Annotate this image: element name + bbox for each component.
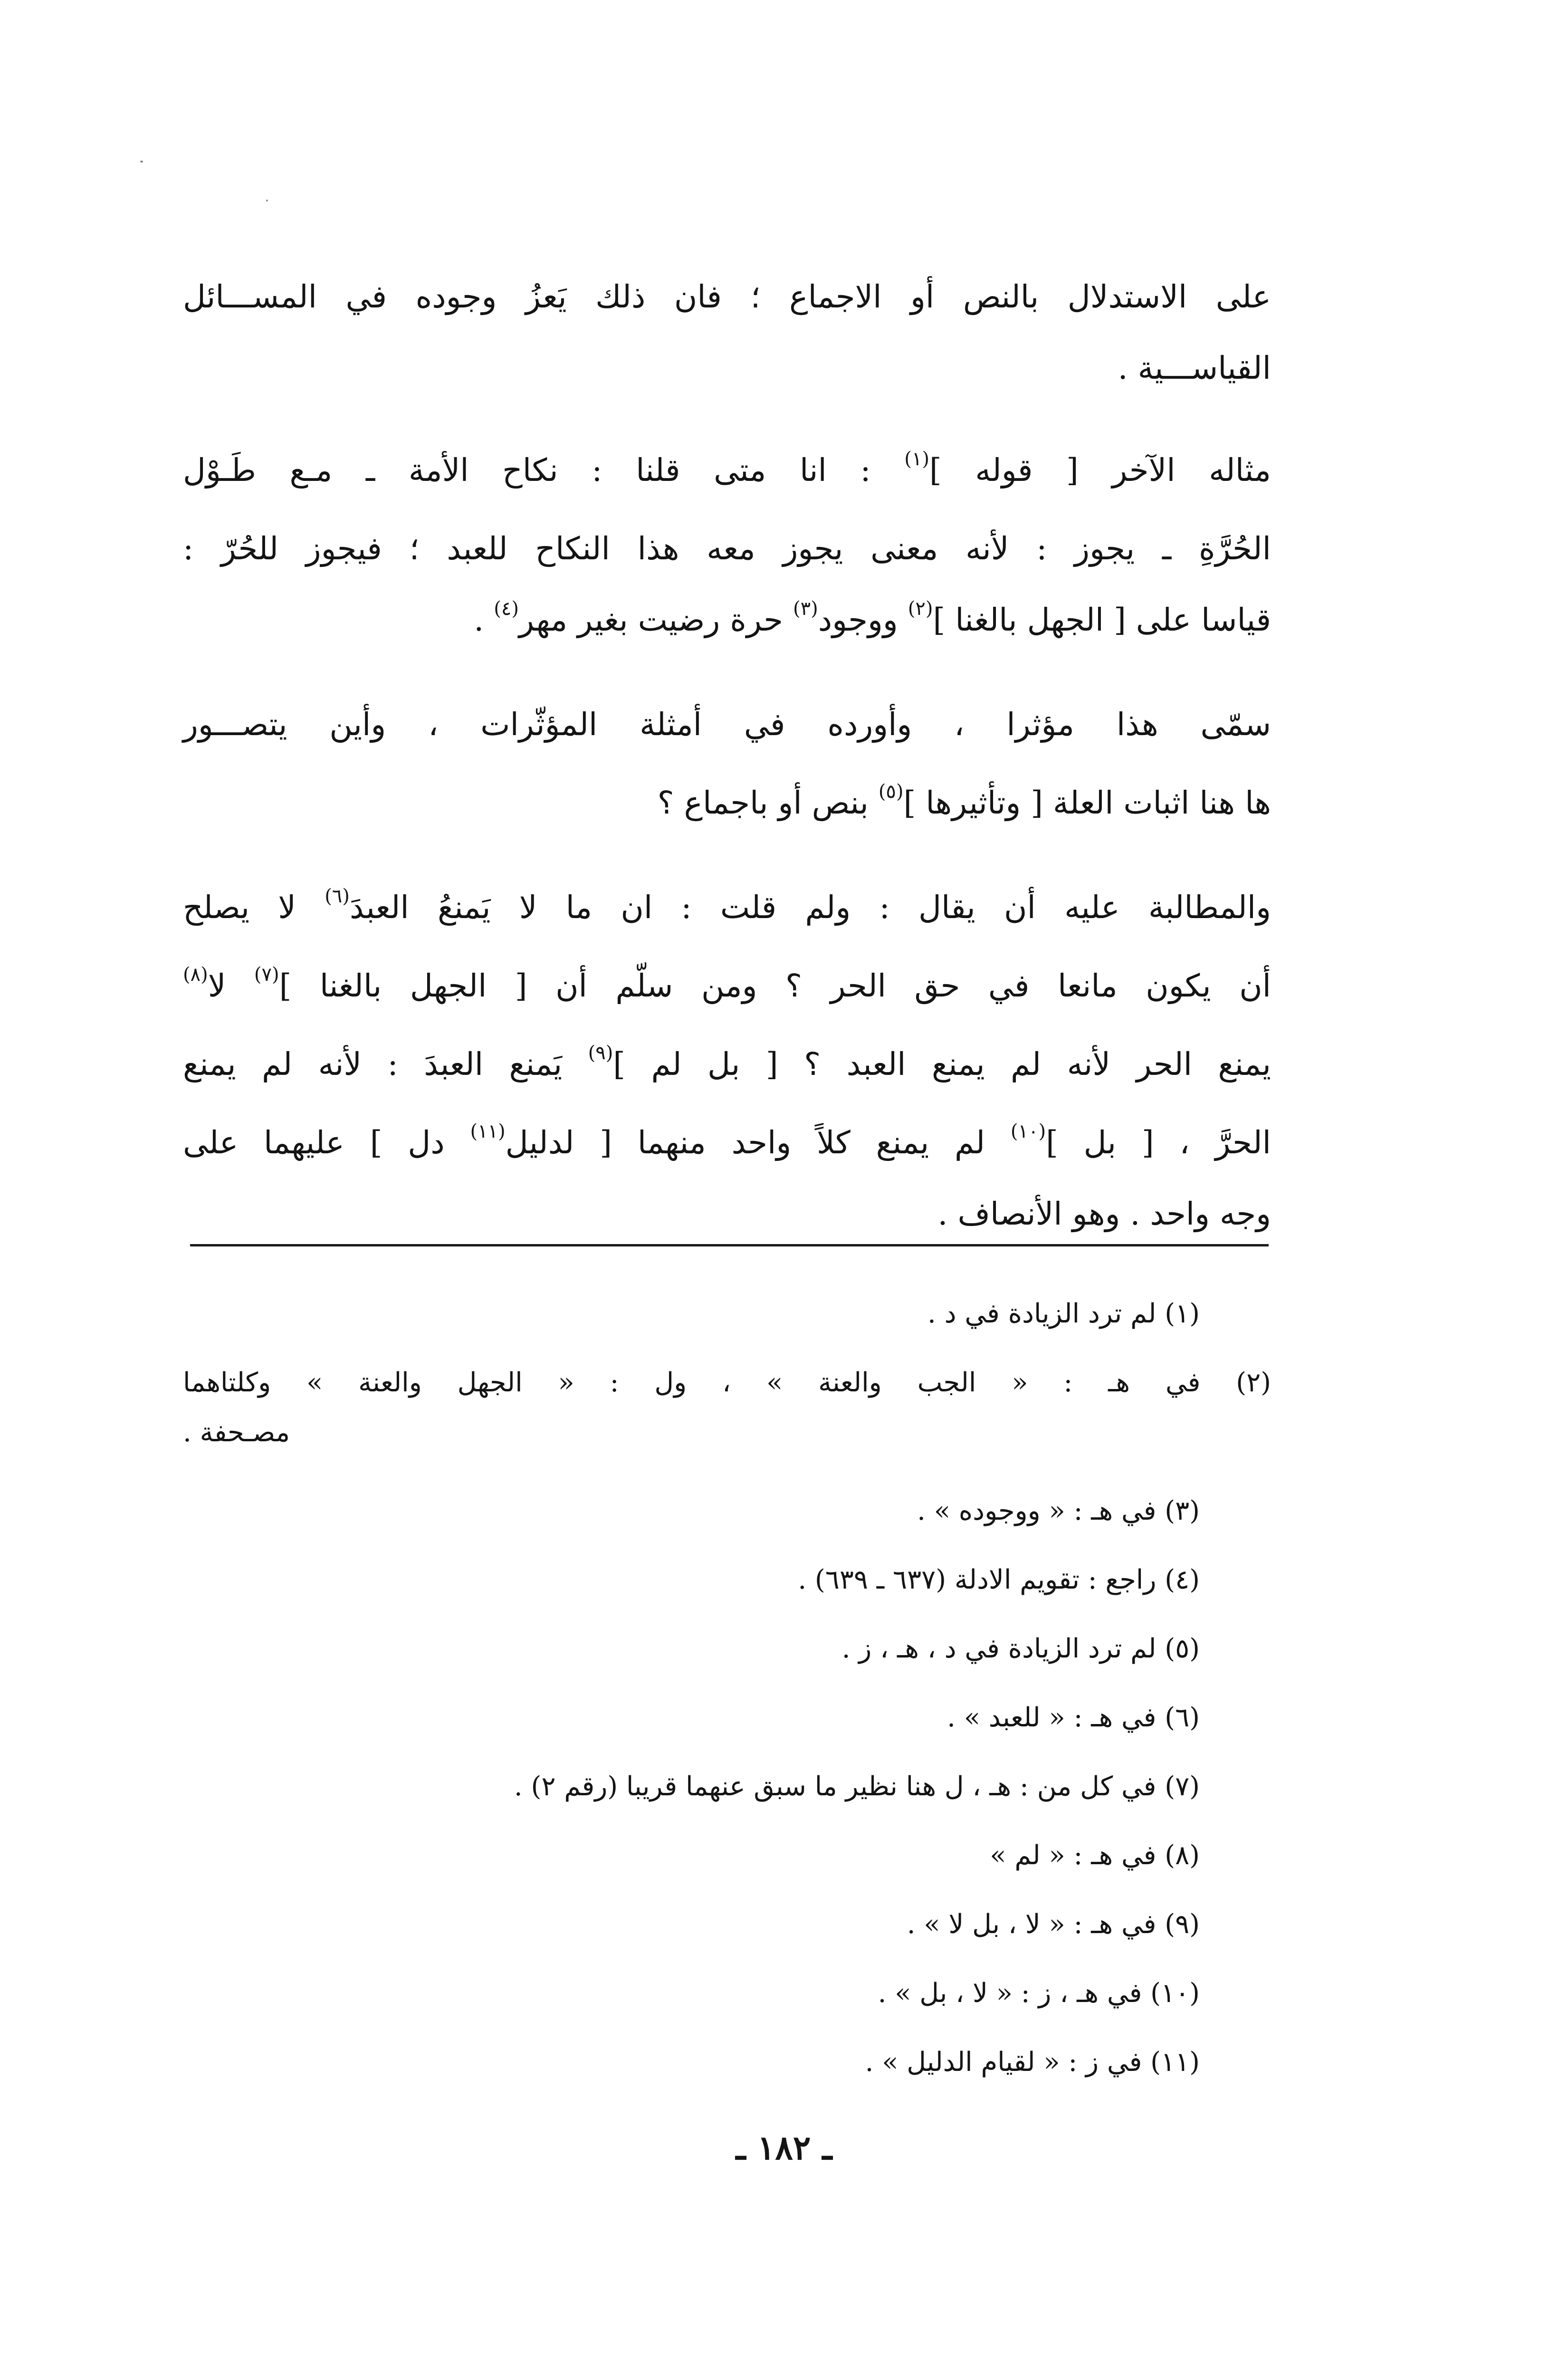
text-line [183,447,1271,494]
text-run: ها هنا اثبات العلة [ وتأثيرها ] [903,785,1271,821]
footnote: مصـحفة . [183,1417,290,1448]
footnote-ref: (٧) [254,964,279,986]
footnote-ref: (١) [904,448,929,470]
text-line [183,1119,1271,1167]
footnote: (٤) راجع : تقويم الادلة (٦٣٧ ـ ٦٣٩) . [798,1564,1200,1595]
text-run: ووجود [818,602,908,638]
footnote: (٢) في هـ : « الجب والعنة » ، ول : « الجهل والعنة » وكلتاهما [183,1367,1271,1398]
footnote-ref: (١١) [470,1121,506,1142]
footnote-ref: (١٠) [1010,1121,1046,1142]
footnote: (٨) في هـ : « لم » [990,1840,1200,1871]
text-line [183,962,1271,1010]
text-run: دل ] عليهما على [183,1124,470,1161]
text-line [183,1041,1271,1088]
text-run: . [474,602,494,638]
text-run: أن يكون مانعا في حق الحر ؟ ومن سلّم أن [ الجهل بالغنا ] [279,968,1271,1004]
text-line: القياســـية . [1118,350,1271,386]
text-line: سمّى هذا مؤثرا ، وأورده في أمثلة المؤثّرات ، وأين يتصـــور [183,706,1271,743]
text-run: قياسا على [ الجهل بالغنا ] [933,602,1271,638]
text-run: حرة رضيت بغير مهر [518,602,794,638]
footnote: (١٠) في هـ ، ز : « لا ، بل » . [878,1978,1200,2009]
footnote-ref: (٥) [878,781,904,803]
text-run: : انا متى قلنا : نكاح الأمة ـ مـع طَـوْل [183,452,905,489]
footnote: (٣) في هـ : « ووجوده » . [917,1495,1200,1526]
footnote-ref: (٩) [588,1042,613,1064]
text-run: لم يمنع كلاً واحد منهما [ لدليل [505,1124,1011,1161]
text-line: وجه واحد . وهو الأنصاف . [937,1196,1271,1232]
footnote: (٩) في هـ : « لا ، بل لا » . [907,1909,1200,1940]
footnote: (٧) في كل من : هـ ، ل هنا نظير ما سبق عنهما قريبا (رقم ٢) . [514,1771,1200,1802]
footnote: (١) لم ترد الزيادة في د . [927,1298,1200,1329]
footnote-ref: (٢) [908,598,933,620]
footnote-ref: (٣) [793,598,818,620]
footnote: (٦) في هـ : « للعبد » . [947,1702,1200,1733]
text-line [183,884,1271,931]
text-line [183,779,1271,827]
page-number: ـ ١٨٢ ـ [736,2128,832,2167]
footnote-ref: (٤) [494,598,519,620]
footnote-ref: (٨) [183,964,208,986]
text-line: الحُرَّةِ ـ يجوز : لأنه معنى يجوز معه هذا النكاح للعبد ؛ فيجوز للحُرّ : [183,530,1271,567]
footnote-separator [190,1244,1269,1246]
text-run: لا يصلح [183,889,325,926]
text-run: بنص أو باجماع ؟ [657,785,879,821]
text-run: الحرَّ ، [ بل ] [1046,1124,1271,1161]
text-run: والمطالبة عليه أن يقال : ولم قلت : ان ما لا يَمنعُ العبدَ [349,889,1272,926]
footnote: (٥) لم ترد الزيادة في د ، هـ ، ز . [841,1633,1200,1664]
text-line [183,596,1271,644]
scan-speck [266,200,268,201]
text-run: مثاله الآخر [ قوله ] [929,452,1271,489]
text-run: لا [208,968,254,1004]
scan-speck [140,161,143,163]
footnote: (١١) في ز : « لقيام الدليل » . [865,2047,1200,2078]
text-run: يَمنع العبدَ : لأنه لم يمنع [183,1046,588,1083]
text-run: يمنع الحر لأنه لم يمنع العبد ؟ [ بل لم ] [613,1046,1271,1083]
footnote-ref: (٦) [325,885,350,907]
text-line: على الاستدلال بالنص أو الاجماع ؛ فان ذلك يَعزُ وجوده في المســـائل [183,278,1271,315]
